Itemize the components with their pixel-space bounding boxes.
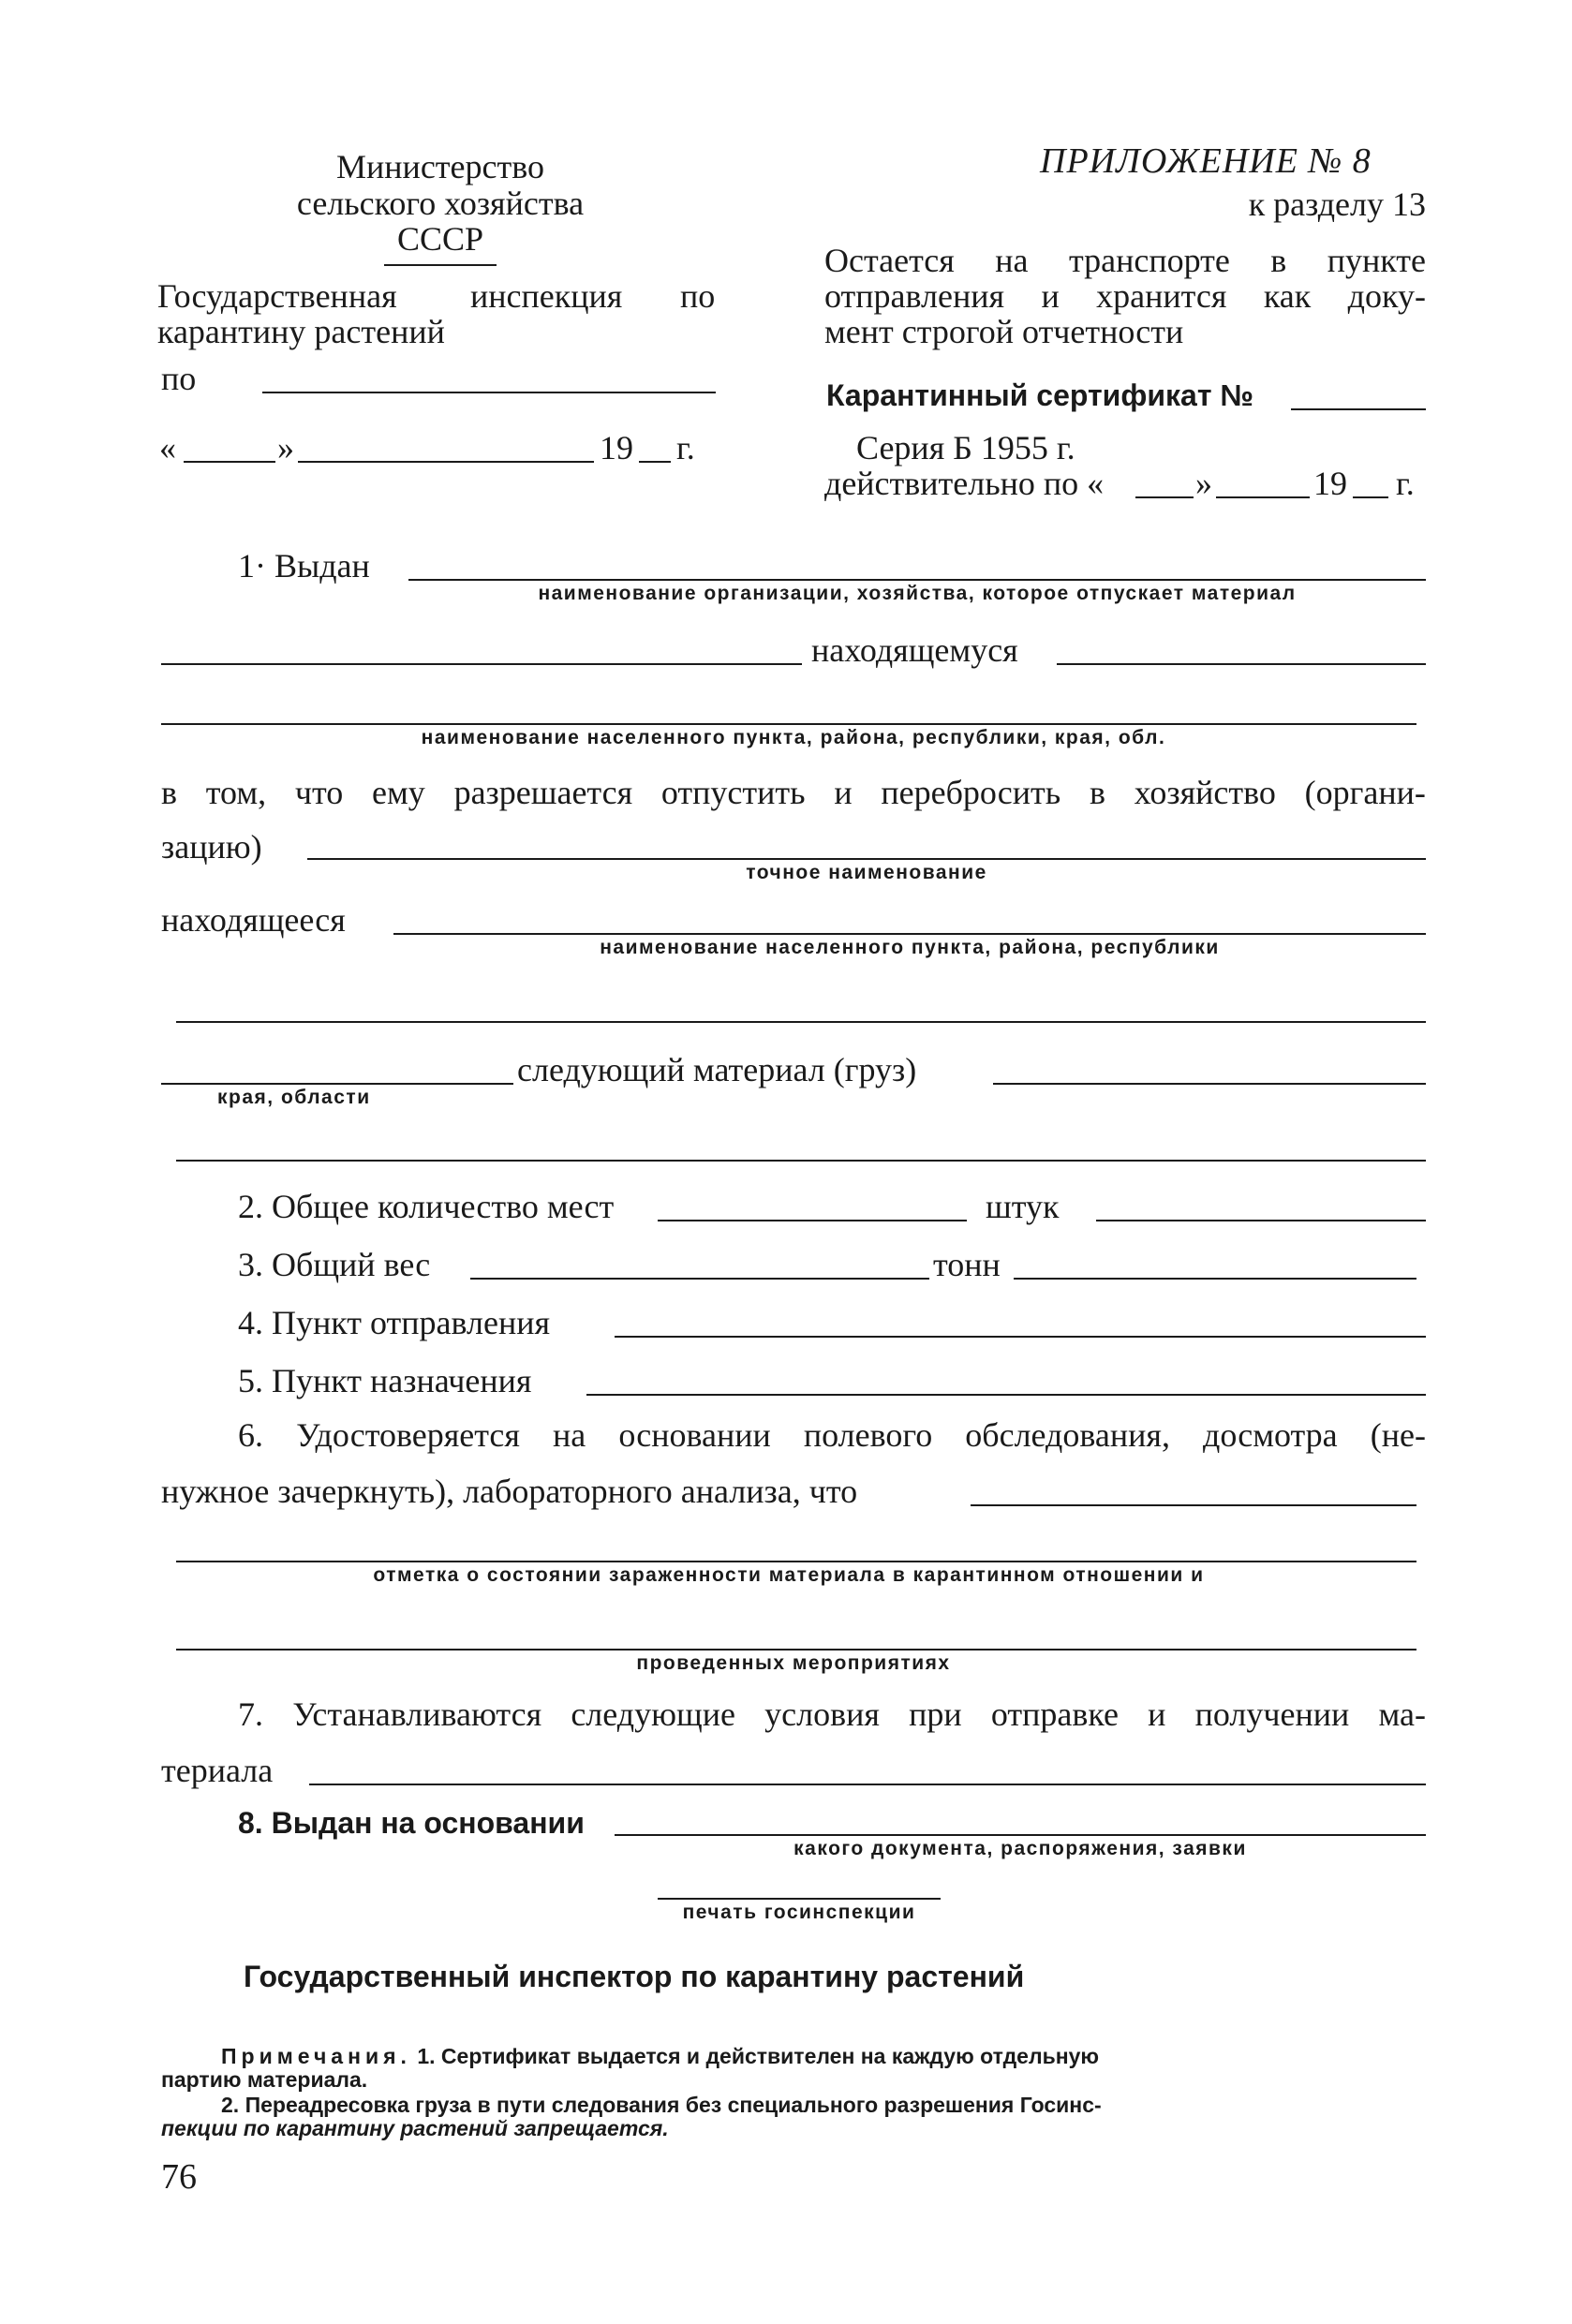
permission-word: ему <box>372 774 425 811</box>
permission-line <box>161 774 1426 811</box>
item7-word: условия <box>764 1695 880 1733</box>
locality-blank <box>161 723 1416 725</box>
item2-units: штук <box>986 1188 1060 1225</box>
storage-word: и <box>1041 277 1060 315</box>
caption-document: какого документа, распоряжения, заявки <box>793 1838 1247 1859</box>
date-close-quote: » <box>277 429 294 466</box>
permission-word: что <box>294 774 344 811</box>
caption-region: края, области <box>217 1087 371 1108</box>
storage-line <box>824 277 1426 315</box>
appendix-section: к разделу 13 <box>1248 185 1426 223</box>
valid-year-blank <box>1353 496 1388 498</box>
certificate-number-blank <box>1291 408 1426 410</box>
item6-line <box>238 1416 1426 1454</box>
caption-contamination: отметка о состоянии зараженности материала в карантинном отношении и <box>373 1564 1205 1586</box>
permission-word: (органи- <box>1304 774 1426 811</box>
ministry-line1: Министерство <box>336 148 544 185</box>
valid-close-quote: » <box>1195 465 1212 502</box>
item6-word: (не- <box>1370 1416 1426 1454</box>
inspector-title: Государственный инспектор по карантину растений <box>244 1960 1025 1993</box>
caption-measures: проведенных мероприятиях <box>636 1652 951 1674</box>
valid-year-suffix: г. <box>1396 465 1415 502</box>
permission-word: в <box>161 774 177 811</box>
item6-blank <box>971 1504 1416 1506</box>
material-blank <box>993 1083 1426 1085</box>
blank-line-a <box>176 1021 1426 1023</box>
caption-locality2: наименование населенного пункта, района, республики <box>600 937 1220 958</box>
page-number: 76 <box>161 2157 197 2197</box>
date-year-blank <box>639 461 671 463</box>
region-blank <box>161 1083 513 1085</box>
caption-exact-name: точное наименование <box>746 862 987 883</box>
located-label: находящемуся <box>811 631 1018 669</box>
material-label: следующий материал (груз) <box>517 1051 917 1088</box>
contamination-blank <box>176 1561 1416 1562</box>
date-year: 19 <box>600 429 633 466</box>
item7-word: при <box>909 1695 962 1733</box>
item6-word: Удостоверяется <box>296 1416 520 1454</box>
issued-blank-2 <box>161 663 802 665</box>
stamp-blank <box>658 1898 941 1900</box>
item5-label: 5. Пункт назначения <box>238 1362 532 1399</box>
date-day-blank <box>184 461 275 463</box>
inspection-word2: инспекция <box>470 277 623 315</box>
permission-word: отпустить <box>660 774 806 811</box>
permission-word: и <box>834 774 853 811</box>
storage-word: как <box>1263 277 1312 315</box>
po-blank <box>262 392 716 393</box>
permission-word: перебросить <box>881 774 1061 811</box>
storage-word: хранится <box>1096 277 1227 315</box>
item4-blank <box>615 1336 1426 1338</box>
item7-line <box>238 1695 1426 1733</box>
item6-word: обследования, <box>965 1416 1170 1454</box>
item7-word: Устанавливаются <box>292 1695 542 1733</box>
permission-word: хозяйство <box>1134 774 1276 811</box>
item7-word: следующие <box>571 1695 735 1733</box>
item3-units: тонн <box>933 1246 1001 1283</box>
date-open-quote: « <box>159 429 176 466</box>
permission-word: в <box>1089 774 1105 811</box>
ministry-line3: СССР <box>396 220 484 258</box>
transport-word: Остается <box>824 242 955 279</box>
valid-year: 19 <box>1313 465 1347 502</box>
item6-word: на <box>553 1416 586 1454</box>
item8-blank <box>615 1834 1426 1836</box>
item7-line2: териала <box>161 1752 274 1789</box>
storage-line3: мент строгой отчетности <box>824 313 1184 350</box>
stamp-caption: печать госинспекции <box>682 1902 916 1923</box>
storage-word: отправления <box>824 277 1005 315</box>
ministry-line2: сельского хозяйства <box>296 185 585 222</box>
item3-label: 3. Общий вес <box>238 1246 431 1283</box>
inspection-word1: Государственная <box>157 277 397 315</box>
date-month-blank <box>298 461 594 463</box>
transport-line <box>824 242 1426 279</box>
located-blank <box>1057 663 1426 665</box>
item4-label: 4. Пункт отправления <box>238 1304 551 1341</box>
note1-rest: 1. Сертификат выдается и действителен на каждую отдельную <box>417 2044 1100 2068</box>
note1-line1 <box>221 2044 1099 2069</box>
item6-word: досмотра <box>1203 1416 1338 1454</box>
item3-blank <box>470 1278 929 1280</box>
item7-word: получении <box>1194 1695 1350 1733</box>
transport-word: транспорте <box>1068 242 1230 279</box>
item6-line2: нужное зачеркнуть), лабораторного анализа, что <box>161 1473 858 1510</box>
series: Серия Б 1955 г. <box>856 429 1075 466</box>
item3-units-blank <box>1014 1278 1416 1280</box>
permission-word: том, <box>205 774 267 811</box>
transport-word: на <box>995 242 1029 279</box>
date-year-suffix: г. <box>676 429 695 466</box>
inspection-word3: по <box>680 277 716 315</box>
permission-line2: зацию) <box>161 828 262 866</box>
item7-word: 7. <box>238 1695 263 1733</box>
exact-name-blank <box>307 858 1426 860</box>
note1-line2: партию материала. <box>161 2067 368 2092</box>
item2-label: 2. Общее количество мест <box>238 1188 615 1225</box>
blank-line-b <box>176 1160 1426 1162</box>
item6-word: полевого <box>803 1416 933 1454</box>
item6-word: 6. <box>238 1416 263 1454</box>
item7-word: и <box>1148 1695 1166 1733</box>
item5-blank <box>586 1394 1426 1396</box>
storage-word: доку- <box>1347 277 1426 315</box>
note2-line2: пекции по карантину растений запрещается. <box>161 2116 669 2140</box>
transport-word: пункте <box>1327 242 1426 279</box>
measures-blank <box>176 1649 1416 1650</box>
item2-blank <box>658 1220 967 1221</box>
item8-label: 8. Выдан на основании <box>238 1806 585 1840</box>
valid-month-blank <box>1216 496 1310 498</box>
issued-blank <box>408 579 1426 581</box>
item7-blank <box>309 1784 1426 1785</box>
caption-issuer: наименование организации, хозяйства, которое отпускает материал <box>538 583 1297 604</box>
po-label: по <box>161 360 197 397</box>
note2-line1: 2. Переадресовка груза в пути следования без специального разрешения Госинс- <box>221 2093 1102 2117</box>
caption-locality: наименование населенного пункта, района, республики, края, обл. <box>421 727 1166 748</box>
located2-label: находящееся <box>161 901 346 939</box>
notes-heading: Примечания. <box>221 2044 411 2068</box>
appendix-title: ПРИЛОЖЕНИЕ № 8 <box>1040 141 1372 181</box>
certificate-label: Карантинный сертификат № <box>826 378 1254 412</box>
item7-word: отправке <box>990 1695 1119 1733</box>
inspection-line2: карантину растений <box>157 313 445 350</box>
located2-blank <box>393 933 1426 935</box>
item6-word: основании <box>618 1416 771 1454</box>
valid-day-blank <box>1135 496 1194 498</box>
item2-units-blank <box>1096 1220 1426 1221</box>
valid-label: действительно по « <box>824 465 1105 502</box>
ministry-divider <box>384 264 497 266</box>
transport-word: в <box>1270 242 1287 279</box>
permission-word: разрешается <box>453 774 633 811</box>
issued-label: 1· Выдан <box>238 547 370 585</box>
item7-word: ма- <box>1378 1695 1426 1733</box>
